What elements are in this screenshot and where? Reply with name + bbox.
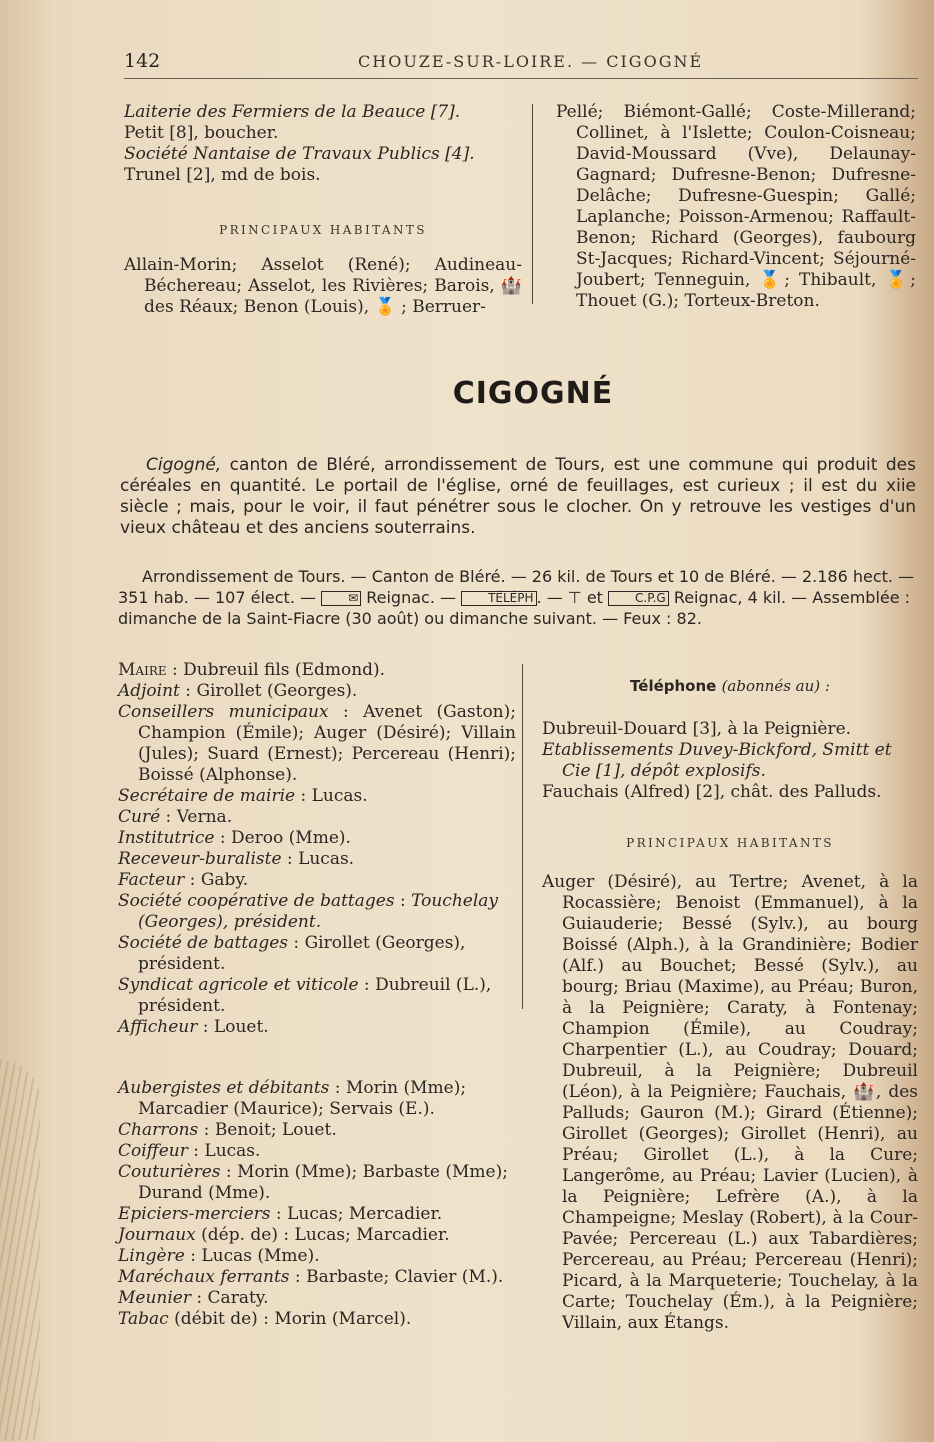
- intro-paragraph: [120, 455, 916, 539]
- trade-role: Epiciers-merciers: [118, 1204, 271, 1224]
- trade-name: Lucas (Mme).: [201, 1246, 320, 1266]
- right-column: [542, 676, 918, 1334]
- trade-row: Charrons : Benoit; Louet.: [118, 1120, 337, 1140]
- official-role: Adjoint: [118, 681, 180, 701]
- trade-role: Meunier: [118, 1288, 191, 1308]
- page-number: 142: [124, 50, 161, 72]
- official-row: Syndicat agricole et viticole : Dubreuil (L.), président.: [118, 975, 492, 1016]
- official-row: Adjoint : Girollet (Georges).: [118, 681, 358, 701]
- top-right-column: [556, 102, 916, 312]
- official-role: Société de battages: [118, 933, 289, 953]
- trade-role: Coiffeur: [118, 1141, 188, 1161]
- trade-name: Barbaste; Clavier (M.).: [306, 1267, 504, 1287]
- trade-role: Charrons: [118, 1120, 199, 1140]
- official-name: Verna.: [176, 807, 233, 827]
- official-name: Girollet (Georges).: [196, 681, 358, 701]
- info-line: Arrondissement de Tours. — Canton de Bléré. — 26 kil. de Tours et 10 de Bléré. — 2.186 hect. — 351 hab. — 107 élect. —: [118, 567, 915, 607]
- business-line: Société Nantaise de Travaux Publics [4].: [124, 144, 475, 164]
- habitants-text: Allain-Morin; Asselot (René); Audineau-Béchereau; Asselot, les Rivières; Barois, 🏰 des Réaux; Benon (Louis), 🏅 ; Berruer-: [124, 255, 522, 317]
- official-role: Receveur-buraliste: [118, 849, 282, 869]
- trade-row: [118, 1309, 516, 1330]
- official-name: Dubreuil (L.), président.: [138, 975, 492, 1016]
- telegraph-icon: ⊤: [567, 588, 582, 607]
- info-reignac: Reignac. —: [366, 588, 462, 607]
- telephone-heading: [542, 676, 918, 697]
- official-role: Secrétaire de mairie: [118, 786, 296, 806]
- official-role: Maire: [118, 660, 167, 680]
- official-role: Facteur: [118, 870, 185, 890]
- trade-name: Benoit; Louet.: [214, 1120, 337, 1140]
- official-row: Conseillers municipaux : Avenet (Gaston); Champion (Émile); Auger (Désiré); Villain (Jules); Suard (Ernest); Percereau (Henri); Boissé (Alphonse).: [118, 702, 516, 785]
- official-name: Lucas.: [298, 849, 355, 869]
- telephone-box: TÉLÉPH: [461, 591, 536, 606]
- official-name: Louet.: [213, 1017, 269, 1037]
- trade-name: Caraty.: [207, 1288, 269, 1308]
- trade-row: Maréchaux ferrants : Barbaste; Clavier (M.).: [118, 1267, 504, 1287]
- trade-name: Morin (Mme); Barbaste (Mme); Durand (Mme).: [138, 1162, 508, 1203]
- top-left-column: [124, 102, 522, 318]
- trade-row: Aubergistes et débitants : Morin (Mme); Marcadier (Maurice); Servais (E.).: [118, 1078, 467, 1119]
- official-row: Curé : Verna.: [118, 807, 233, 827]
- trade-row: Meunier : Caraty.: [118, 1288, 269, 1308]
- telephone-entry: Fauchais (Alfred) [2], chât. des Palluds.: [542, 782, 882, 802]
- habitants-text: Auger (Désiré), au Tertre; Avenet, à la Rocassière; Benoist (Emmanuel), à la Guiauderie; Bessé (Sylv.), au bourg Boissé (Alph.), à la Grandinière; Bodier (Alf.) au Bouchet; Bessé (Sylv.), au bourg; Briau (Maxime), au Préau; Buron, à la Peignière; Caraty, à Fontenay; Champion (Émile), au Coudray; Charpentier (L.), au Coudray; Douard; Dubreuil, à la Peignière; Dubreuil (Léon), à la Peignière; Fauchais, 🏰, des Palluds; Gauron (M.); Girard (Étienne); Girollet (Georges); Girollet (Henri), au Préau; Girollet (L.), à la Cure; Langerôme, au Préau; Lavier (Lucien), à la Peignière; Lefrère (A.), à la Champeigne; Meslay (Robert), à la Cour-Pavée; Percereau (L.) aux Tabardières; Percereau, au Préau; Percereau (Henri); Picard, à la Marqueterie; Touchelay, à la Carte; Touchelay (Ém.), à la Peignière; Villain, aux Étangs.: [542, 872, 918, 1333]
- official-row: Afficheur : Louet.: [118, 1017, 269, 1037]
- commune-info: Arrondissement de Tours. — Canton de Bléré. — 26 kil. de Tours et 10 de Bléré. — 2.186 hect. — 351 hab. — 107 élect. — ✉ Reignac. — TÉLÉPH . — ⊤ et C.P.G Reignac, 4 kil. — Assemblée : dimanche de la Saint-Fiacre (30 août) ou dimanche suivant. — Feux : 82.: [118, 567, 915, 628]
- official-role: Société coopérative de battages: [118, 891, 395, 911]
- official-row: Institutrice : Deroo (Mme).: [118, 828, 351, 848]
- trade-name: Lucas; Mercadier.: [287, 1204, 443, 1224]
- telephone-entry: Etablissements Duvey-Bickford, Smitt et Cie [1], dépôt explosifs.: [542, 740, 892, 781]
- official-name: Touchelay (Georges), président.: [138, 891, 499, 932]
- business-line: Trunel [2], md de bois.: [124, 165, 321, 185]
- column-divider: [522, 664, 523, 1009]
- trade-row: [118, 1225, 516, 1246]
- trade-role: Tabac: [118, 1309, 169, 1329]
- column-divider: [532, 104, 533, 304]
- official-name: Dubreuil fils (Edmond).: [183, 660, 386, 680]
- official-role: Conseillers municipaux: [118, 702, 329, 722]
- trade-role: Maréchaux ferrants: [118, 1267, 290, 1287]
- business-line: Petit [8], boucher.: [124, 123, 279, 143]
- page-edge-texture: [0, 1060, 40, 1440]
- official-role: Curé: [118, 807, 161, 827]
- official-row: Facteur : Gaby.: [118, 870, 249, 890]
- trade-role: Journaux: [118, 1225, 196, 1245]
- official-name: Girollet (Georges), président.: [138, 933, 466, 974]
- trade-name: (débit de) : Morin (Marcel).: [174, 1309, 412, 1329]
- running-title: CHOUZE-SUR-LOIRE. — CIGOGNÉ: [358, 52, 704, 71]
- official-name: Lucas.: [311, 786, 368, 806]
- telephone-heading-note: (abonnés au) :: [721, 677, 830, 695]
- principaux-heading: PRINCIPAUX HABITANTS: [626, 836, 834, 850]
- official-name: Avenet (Gaston); Champion (Émile); Auger (Désiré); Villain (Jules); Suard (Ernest); Percereau (Henri); Boissé (Alphonse).: [138, 702, 516, 785]
- trade-row: Lingère : Lucas (Mme).: [118, 1246, 320, 1266]
- principaux-heading: PRINCIPAUX HABITANTS: [219, 223, 427, 237]
- telephone-heading-text: Téléphone: [630, 677, 717, 695]
- running-header: [124, 50, 918, 80]
- commune-title: CIGOGNÉ: [452, 376, 614, 411]
- official-role: Afficheur: [118, 1017, 198, 1037]
- official-name: Deroo (Mme).: [230, 828, 351, 848]
- post-office-icon: ✉: [321, 591, 361, 606]
- officials-column: [118, 660, 516, 1330]
- intro-text: canton de Bléré, arrondissement de Tours, est une commune qui produit des céréales en quantité. Le portail de l'église, orné de feuillages, est curieux ; il est du xiie siècle ; mais, pour le voir, il faut pénétrer sous le clocher. On y retrouve les vestiges d'un vieux château et des anciens souterrains.: [120, 455, 916, 538]
- trade-row: Couturières : Morin (Mme); Barbaste (Mme); Durand (Mme).: [118, 1162, 508, 1203]
- official-row: Receveur-buraliste : Lucas.: [118, 849, 355, 869]
- header-rule: [124, 78, 918, 79]
- business-line: Laiterie des Fermiers de la Beauce [7].: [124, 102, 461, 122]
- trade-role: Lingère: [118, 1246, 185, 1266]
- trade-row: Coiffeur : Lucas.: [118, 1141, 261, 1161]
- official-row: Maire : Dubreuil fils (Edmond).: [118, 660, 386, 680]
- trade-role: Couturières: [118, 1162, 221, 1182]
- trade-name: Morin (Mme); Marcadier (Maurice); Servais (E.).: [138, 1078, 467, 1119]
- trade-name: Lucas.: [204, 1141, 261, 1161]
- cpg-box: C.P.G: [608, 591, 669, 606]
- official-row: Société de battages : Girollet (Georges), président.: [118, 933, 466, 974]
- official-row: Secrétaire de mairie : Lucas.: [118, 786, 368, 806]
- official-name: Gaby.: [200, 870, 249, 890]
- info-line: Reignac, 4 kil. — Assemblée : dimanche de la Saint-Fiacre (30 août) ou dimanche suivant. — Feux : 82.: [118, 588, 911, 628]
- official-row: Société coopérative de battages : Touchelay (Georges), président.: [118, 891, 499, 932]
- trade-row: Epiciers-merciers : Lucas; Mercadier.: [118, 1204, 443, 1224]
- habitants-text: Pellé; Biémont-Gallé; Coste-Millerand; Collinet, à l'Islette; Coulon-Coisneau; David-Moussard (Vve), Delaunay-Gagnard; Dufresne-Benon; Dufresne-Delâche; Dufresne-Guespin; Gallé; Laplanche; Poisson-Armenou; Raffault-Benon; Richard (Georges), faubourg St-Jacques; Richard-Vincent; Séjourné-Joubert; Tenneguin, 🏅; Thibault, 🏅; Thouet (G.); Torteux-Breton.: [556, 102, 916, 311]
- official-role: Institutrice: [118, 828, 215, 848]
- official-role: Syndicat agricole et viticole: [118, 975, 359, 995]
- trade-role: Aubergistes et débitants: [118, 1078, 330, 1098]
- trade-name: (dép. de) : Lucas; Marcadier.: [201, 1225, 450, 1245]
- telephone-entry: Dubreuil-Douard [3], à la Peignière.: [542, 719, 852, 739]
- intro-lead: Cigogné,: [146, 455, 222, 475]
